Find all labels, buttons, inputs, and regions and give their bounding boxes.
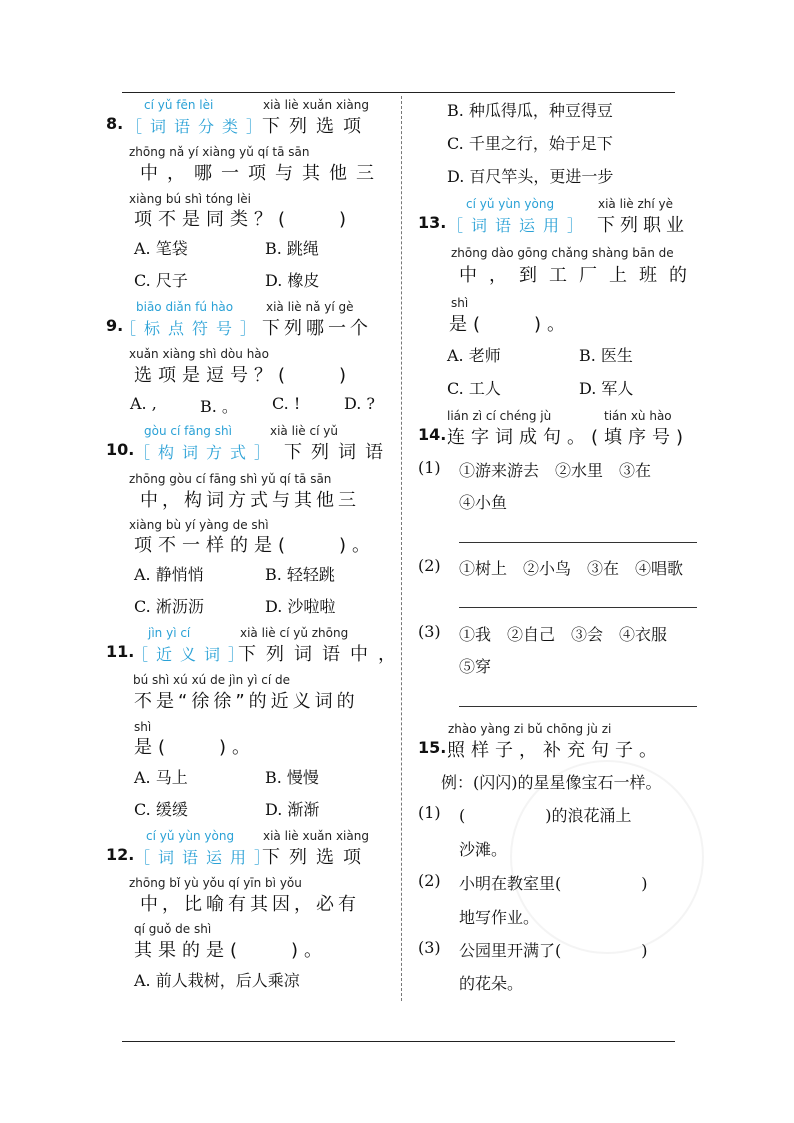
q11-pinyin-3: shì xyxy=(134,720,152,734)
q14-number: 14. xyxy=(418,425,447,444)
q10-category-pinyin: gòu cí fāng shì xyxy=(144,424,232,438)
q12-pinyin-3: qí guǒ de shì xyxy=(134,922,212,936)
q10-line-1: 下列词语 xyxy=(284,442,392,463)
q8-number: 8. xyxy=(106,114,124,133)
q8-option-d[interactable]: D. 橡皮 xyxy=(265,271,320,290)
q10-pinyin-1: xià liè cí yǔ xyxy=(270,424,338,438)
q13-category: ［词语运用］ xyxy=(447,216,592,235)
q11-category-pinyin: jìn yì cí xyxy=(148,626,191,640)
q9-category-pinyin: biāo diǎn fú hào xyxy=(136,300,234,314)
q9-category: ［标点符号］ xyxy=(120,319,265,338)
q14-item-3-answer-line[interactable] xyxy=(459,706,697,707)
q8-line-3: 项不是同类？( ) xyxy=(134,209,353,230)
q12-line-1: 下列选项 xyxy=(262,847,370,868)
q15-number: 15. xyxy=(418,738,447,757)
q11-option-a[interactable]: A. 马上 xyxy=(134,768,188,787)
q12-line-2: 中，比喻有其因，必有 xyxy=(140,894,360,915)
q8-category-pinyin: cí yǔ fēn lèi xyxy=(144,98,214,112)
q15-item-2-number: (2) xyxy=(418,871,441,890)
q8-pinyin-1: xià liè xuǎn xiàng xyxy=(263,98,369,112)
q9-option-b[interactable]: B. 。 xyxy=(200,397,238,416)
q9-pinyin-2: xuǎn xiàng shì dòu hào xyxy=(129,347,269,361)
q13-line-3: 是( )。 xyxy=(449,314,572,335)
q8-option-a[interactable]: A. 笔袋 xyxy=(134,239,188,258)
q8-option-c[interactable]: C. 尺子 xyxy=(134,271,188,290)
q14-item-2-answer-line[interactable] xyxy=(459,607,697,608)
q8-pinyin-3: xiàng bú shì tóng lèi xyxy=(129,192,252,206)
q8-line-2: 中，哪一项与其他三 xyxy=(140,163,383,184)
column-divider xyxy=(401,96,402,1001)
top-rule xyxy=(122,92,675,93)
q14-item-2-number: (2) xyxy=(418,556,441,575)
q14-item-1-text: ①游来游去 ②水里 ③在 xyxy=(459,461,652,480)
q11-line-1: 下列词语中， xyxy=(238,644,406,665)
q14-item-1-number: (1) xyxy=(418,458,441,477)
q12-pinyin-1: xià liè xuǎn xiàng xyxy=(263,829,369,843)
q11-pinyin-2: bú shì xú xú de jìn yì cí de xyxy=(133,673,290,687)
q15-item-3-number: (3) xyxy=(418,938,441,957)
q9-pinyin-1: xià liè nǎ yí gè xyxy=(266,300,354,314)
q9-option-d[interactable]: D. ? xyxy=(344,394,376,413)
q10-number: 10. xyxy=(106,440,135,459)
q10-option-a[interactable]: A. 静悄悄 xyxy=(134,565,204,584)
q10-option-b[interactable]: B. 轻轻跳 xyxy=(265,565,335,584)
q11-line-2: 不是“徐徐”的近义词的 xyxy=(134,691,359,712)
q8-line-1: 下列选项 xyxy=(262,116,370,137)
q10-line-3: 项不一样的是( )。 xyxy=(134,535,377,556)
q10-line-2: 中，构词方式与其他三 xyxy=(140,490,360,511)
q9-option-c[interactable]: C. ! xyxy=(272,394,301,413)
q15-item-1-text[interactable]: ( )的浪花涌上 xyxy=(459,806,632,825)
q12-pinyin-2: zhōng bǐ yù yǒu qí yīn bì yǒu xyxy=(129,876,302,890)
q14-item-3-text-2: ⑤穿 xyxy=(459,657,492,676)
q15-line-1: 照样子，补充句子。 xyxy=(447,740,663,761)
q11-option-d[interactable]: D. 渐渐 xyxy=(265,800,320,819)
q10-option-c[interactable]: C. 淅沥沥 xyxy=(134,597,204,616)
q10-pinyin-3: xiàng bù yí yàng de shì xyxy=(129,518,269,532)
q15-item-1-number: (1) xyxy=(418,803,441,822)
q13-line-2: 中，到工厂上班的 xyxy=(459,265,699,286)
q11-line-3: 是( )。 xyxy=(134,737,257,758)
q11-option-b[interactable]: B. 慢慢 xyxy=(265,768,319,787)
q13-line-1: 下列职业 xyxy=(597,215,689,236)
q13-option-c[interactable]: C. 工人 xyxy=(447,379,501,398)
q12-option-a[interactable]: A. 前人栽树，后人乘凉 xyxy=(134,971,300,990)
q12-option-d[interactable]: D. 百尺竿头，更进一步 xyxy=(447,167,614,186)
q14-line-1: 连字词成句。(填序号) xyxy=(447,427,690,448)
q12-category-pinyin: cí yǔ yùn yòng xyxy=(146,829,235,843)
q13-pinyin-3: shì xyxy=(451,296,469,310)
q15-item-3-text[interactable]: 公园里开满了( ) xyxy=(459,941,648,960)
q15-item-1-text-2: 沙滩。 xyxy=(459,840,508,859)
q13-category-pinyin: cí yǔ yùn yòng xyxy=(466,197,555,211)
q15-item-2-text[interactable]: 小明在教室里( ) xyxy=(459,874,648,893)
q14-item-3-text: ①我 ②自己 ③会 ④衣服 xyxy=(459,625,668,644)
q10-option-d[interactable]: D. 沙啦啦 xyxy=(265,597,336,616)
q14-item-1-text-2: ④小鱼 xyxy=(459,493,508,512)
q14-item-2-text: ①树上 ②小鸟 ③在 ④唱歌 xyxy=(459,559,684,578)
q12-option-c[interactable]: C. 千里之行，始于足下 xyxy=(447,134,613,153)
q13-option-a[interactable]: A. 老师 xyxy=(447,346,501,365)
q10-category: ［构词方式］ xyxy=(134,443,279,462)
q13-option-d[interactable]: D. 军人 xyxy=(579,379,634,398)
q13-option-b[interactable]: B. 医生 xyxy=(579,346,633,365)
q14-pinyin-2: tián xù hào xyxy=(604,409,672,423)
q9-line-1: 下列哪一个 xyxy=(262,318,372,339)
q14-item-3-number: (3) xyxy=(418,622,441,641)
q13-pinyin-1: xià liè zhí yè xyxy=(598,197,674,211)
q12-category: ［词语运用］ xyxy=(134,848,279,867)
q9-line-2: 选项是逗号？( ) xyxy=(134,365,353,386)
q11-number: 11. xyxy=(106,642,135,661)
q9-option-a[interactable]: A. , xyxy=(130,394,157,413)
q8-option-b[interactable]: B. 跳绳 xyxy=(265,239,319,258)
q11-pinyin-1: xià liè cí yǔ zhōng xyxy=(240,626,349,640)
q11-category: ［近义词］ xyxy=(132,645,253,664)
q12-line-3: 其果的是( )。 xyxy=(134,940,329,961)
q15-item-2-text-2: 地写作业。 xyxy=(459,908,540,927)
q8-category: ［词语分类］ xyxy=(126,117,271,136)
q13-number: 13. xyxy=(418,213,447,232)
q15-item-3-text-2: 的花朵。 xyxy=(459,974,524,993)
q11-option-c[interactable]: C. 缓缓 xyxy=(134,800,188,819)
q14-pinyin-1: lián zì cí chéng jù xyxy=(447,409,552,423)
q12-number: 12. xyxy=(106,845,135,864)
q10-pinyin-2: zhōng gòu cí fāng shì yǔ qí tā sān xyxy=(129,472,332,486)
q14-item-1-answer-line[interactable] xyxy=(459,542,697,543)
q13-pinyin-2: zhōng dào gōng chǎng shàng bān de xyxy=(451,246,674,260)
q12-option-b[interactable]: B. 种瓜得瓜，种豆得豆 xyxy=(447,101,613,120)
q8-pinyin-2: zhōng nǎ yí xiàng yǔ qí tā sān xyxy=(129,145,310,159)
q15-pinyin-1: zhào yàng zi bǔ chōng jù zi xyxy=(448,722,612,736)
q9-number: 9. xyxy=(106,316,124,335)
bottom-rule xyxy=(122,1041,675,1042)
q15-example: 例：(闪闪)的星星像宝石一样。 xyxy=(441,773,662,792)
